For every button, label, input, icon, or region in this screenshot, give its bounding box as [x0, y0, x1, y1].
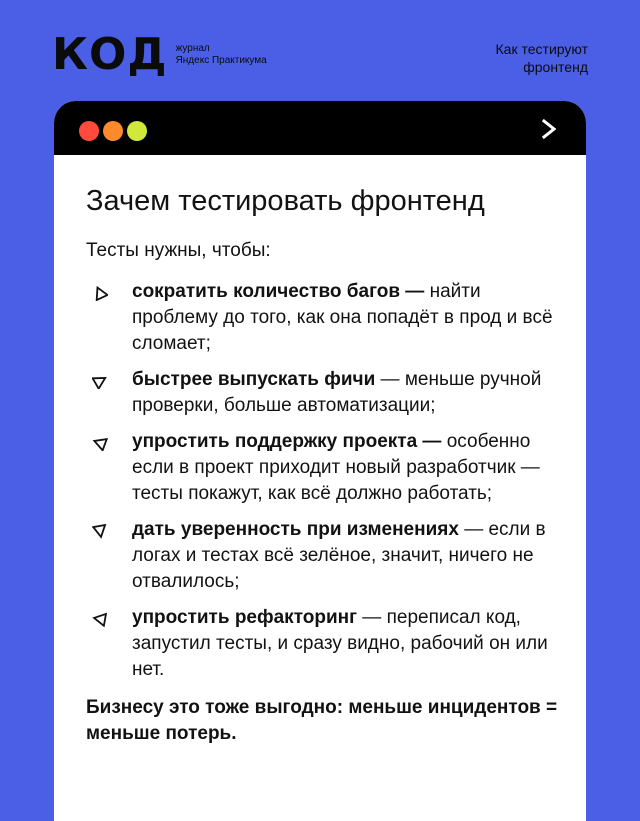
list-item [86, 605, 558, 683]
card-content [54, 155, 586, 747]
triangle-outline-icon [92, 523, 108, 539]
list-item [86, 429, 558, 507]
triangle-outline-icon [92, 373, 108, 389]
triangle-outline-icon [92, 285, 108, 301]
triangle-outline-icon [92, 435, 108, 451]
triangle-outline-icon [92, 611, 108, 627]
card-title: Зачем тестировать фронтенд [86, 185, 485, 217]
chevron-right-icon [542, 119, 556, 139]
window-card [54, 101, 586, 821]
bullet-text: — если в логах и тестах всё зелёное, значит, ничего не отвалилось; [132, 519, 546, 592]
header-caption-line1: Как тестируют [495, 41, 588, 57]
logo-mark: КОД [52, 29, 168, 80]
bullet-text: — меньше ручной проверки, больше автоматизации; [132, 369, 542, 416]
red-dot-icon [79, 121, 99, 141]
orange-dot-icon [103, 121, 123, 141]
logo-subtitle-line2: Яндекс Практикума [175, 55, 267, 66]
logo [52, 29, 267, 80]
bullet-lead: упростить поддержку проекта — [132, 431, 442, 452]
logo-subtitle-line1: журнал [175, 43, 210, 54]
window-titlebar [54, 101, 586, 155]
card-intro: Тесты нужны, чтобы: [86, 240, 271, 261]
header-caption [408, 40, 588, 76]
bullet-text: найти проблему до того, как она попадёт в прод и всё сломает; [132, 281, 553, 354]
bullet-lead: сократить количество багов — [132, 281, 425, 302]
list-item [86, 279, 558, 357]
bullet-text: — переписал код, запустил тесты, и сразу видно, рабочий он или нет. [132, 607, 548, 680]
list-item [86, 517, 558, 595]
bullet-lead: упростить рефакторинг [132, 607, 358, 628]
list-item [86, 367, 558, 419]
bullet-list [86, 279, 558, 683]
bullet-text: особенно если в проект приходит новый разработчик — тесты покажут, как всё должно работать; [132, 431, 540, 504]
header-caption-line2: фронтенд [523, 59, 588, 75]
bullet-lead: быстрее выпускать фичи [132, 369, 376, 390]
card-summary: Бизнесу это тоже выгодно: меньше инцидентов = меньше потерь. [86, 697, 558, 744]
bullet-lead: дать уверенность при изменениях [132, 519, 459, 540]
logo-subtitle [176, 43, 267, 67]
green-dot-icon [127, 121, 147, 141]
